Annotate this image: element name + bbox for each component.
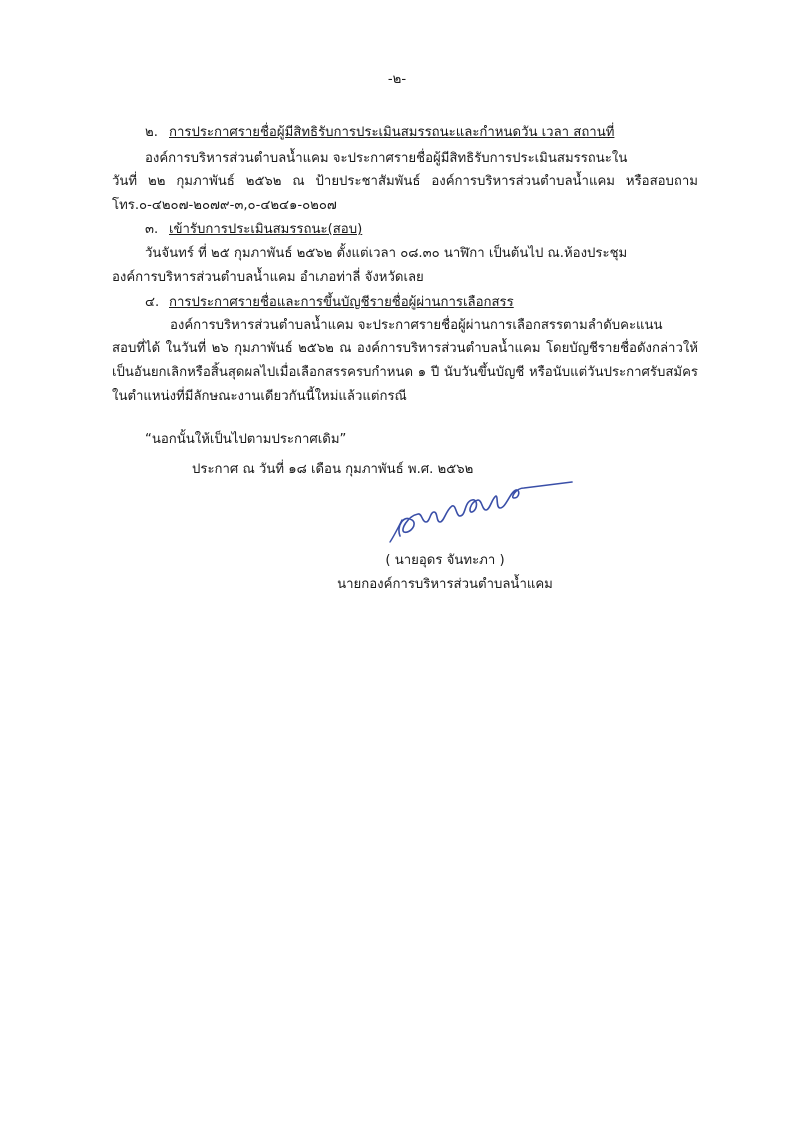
section-3-title: เข้ารับการประเมินสมรรถนะ(สอบ) xyxy=(169,222,363,237)
section-2-line-1: องค์การบริหารส่วนตำบลน้ำแคม จะประกาศรายชื่อผู้มีสิทธิรับการประเมินสมรรถนะใน xyxy=(145,151,628,166)
section-2-number: ๒. xyxy=(145,125,158,140)
section-2-heading xyxy=(145,121,614,142)
section-2-line-3: โทร.๐-๔๒๐๗-๒๐๗๙-๓,๐-๔๒๔๑-๐๒๐๗ xyxy=(112,198,337,213)
signer-title: นายกองค์การบริหารส่วนตำบลน้ำแคม xyxy=(337,577,553,592)
section-4-line-4: ในตำแหน่งที่มีลักษณะงานเดียวกันนี้ใหม่แล้วแต่กรณี xyxy=(112,389,407,404)
section-4-number: ๔. xyxy=(145,295,160,310)
closing-statement: “นอกนั้นให้เป็นไปตามประกาศเดิม” xyxy=(145,432,347,447)
signer-name: ( นายอุดร จันทะภา ) xyxy=(385,553,505,568)
section-3-heading xyxy=(145,218,362,239)
handwritten-signature xyxy=(360,476,580,546)
section-2-title: การประกาศรายชื่อผู้มีสิทธิรับการประเมินสมรรถนะและกำหนดวัน เวลา สถานที่ xyxy=(169,125,615,140)
page-number: -๒- xyxy=(387,72,407,87)
section-3-line-1: วันจันทร์ ที่ ๒๕ กุมภาพันธ์ ๒๕๖๒ ตั้งแต่เวลา ๐๘.๓๐ นาฬิกา เป็นต้นไป ณ.ห้องประชุม xyxy=(145,246,628,261)
section-4-line-3: เป็นอันยกเลิกหรือสิ้นสุดผลไปเมื่อเลือกสรรครบกำหนด ๑ ปี นับวันขึ้นบัญชี หรือนับแต่วันประกาศรับสมัคร xyxy=(112,365,698,380)
announcement-date: ประกาศ ณ วันที่ ๑๘ เดือน กุมภาพันธ์ พ.ศ. ๒๕๖๒ xyxy=(192,462,474,477)
section-4-line-1: องค์การบริหารส่วนตำบลน้ำแคม จะประกาศรายชื่อผู้ผ่านการเลือกสรรตามลำดับคะแนน xyxy=(170,318,663,333)
section-4-line-2: สอบที่ได้ ในวันที่ ๒๖ กุมภาพันธ์ ๒๕๖๒ ณ องค์การบริหารส่วนตำบลน้ำแคม โดยบัญชีรายชื่อดังกล่าวให้ xyxy=(112,341,698,356)
section-4-title: การประกาศรายชื่อและการขึ้นบัญชีรายชื่อผู้ผ่านการเลือกสรร xyxy=(169,295,514,310)
section-3-line-2: องค์การบริหารส่วนตำบลน้ำแคม อำเภอท่าลี่ จังหวัดเลย xyxy=(112,270,424,285)
section-3-number: ๓. xyxy=(145,222,159,237)
section-4-heading xyxy=(145,291,514,312)
section-2-line-2: วันที่ ๒๒ กุมภาพันธ์ ๒๕๖๒ ณ ป้ายประชาสัมพันธ์ องค์การบริหารส่วนตำบลน้ำแคม หรือสอบถาม xyxy=(112,174,698,189)
